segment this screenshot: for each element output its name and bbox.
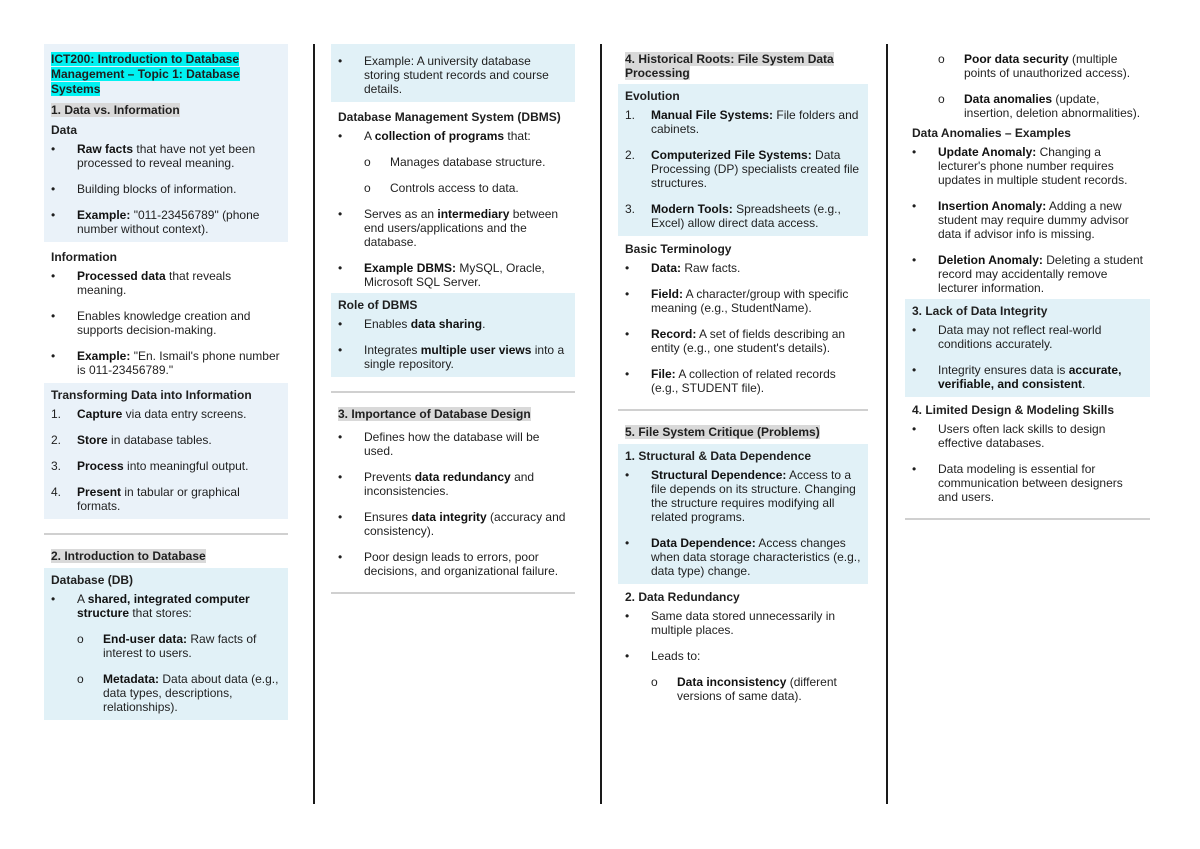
list-item: • A shared, integrated computer structure that stores: xyxy=(51,592,250,620)
list-item: • Same data stored unnecessarily in multiple places. xyxy=(625,609,836,637)
list-item: • Record: A set of fields describing an entity (e.g., one student's details). xyxy=(625,327,846,355)
dbms-heading: Database Management System (DBMS) xyxy=(338,110,561,124)
list-item: • Update Anomaly: Changing a lecturer's phone number requires updates in multiple student records. xyxy=(912,145,1128,187)
column-divider xyxy=(600,44,602,804)
list-item: • Prevents data redundancy and inconsistencies. xyxy=(338,470,535,498)
sub-list-item: o Poor data security (multiple points of unauthorized access). xyxy=(938,52,1131,80)
dbms-block xyxy=(331,102,575,289)
list-item: • Raw facts that have not yet been processed to reveal meaning. xyxy=(51,142,256,170)
list-item: • Integrates multiple user views into a single repository. xyxy=(338,343,565,371)
list-item: • Users often lack skills to design effective databases. xyxy=(912,422,1106,450)
list-item: • A collection of programs that: xyxy=(338,129,531,143)
list-item: • Data Dependence: Access changes when data storage characteristics (e.g., data type) change. xyxy=(625,536,861,578)
dependence-block xyxy=(618,444,868,584)
list-item: • Enables knowledge creation and supports decision-making. xyxy=(51,309,251,337)
list-item: 2. Store in database tables. xyxy=(51,433,212,447)
section-1-heading: 1. Data vs. Information xyxy=(51,103,180,117)
data-heading: Data xyxy=(51,123,78,137)
list-item: • Poor design leads to errors, poor decisions, and organizational failure. xyxy=(338,550,559,578)
column-3 xyxy=(618,44,868,703)
list-item: • Leads to: xyxy=(625,649,701,663)
sub-list-item: o End-user data: Raw facts of interest to users. xyxy=(77,632,257,660)
information-block xyxy=(44,242,288,377)
list-item: • Processed data that reveals meaning. xyxy=(51,269,232,297)
list-item: 1. Manual File Systems: File folders and cabinets. xyxy=(625,108,859,136)
list-item: • Data may not reflect real-world conditions accurately. xyxy=(912,323,1102,351)
list-item: • Data: Raw facts. xyxy=(625,261,741,275)
document-title: ICT200: Introduction to Database Management – Topic 1: Database Systems xyxy=(51,52,240,96)
dependence-heading: 1. Structural & Data Dependence xyxy=(625,449,812,463)
design-block xyxy=(331,426,575,578)
transform-heading: Transforming Data into Information xyxy=(51,388,252,402)
database-heading: Database (DB) xyxy=(51,573,134,587)
skills-heading: 4. Limited Design & Modeling Skills xyxy=(912,403,1115,417)
list-item: • Defines how the database will be used. xyxy=(338,430,540,458)
role-heading: Role of DBMS xyxy=(338,298,418,312)
sub-list-item: o Data anomalies (update, insertion, deletion abnormalities). xyxy=(938,92,1141,120)
list-item: • Field: A character/group with specific meaning (e.g., StudentName). xyxy=(625,287,849,315)
list-item: 2. Computerized File Systems: Data Processing (DP) specialists created file structures. xyxy=(625,148,860,190)
section-5-heading: 5. File System Critique (Problems) xyxy=(625,425,820,439)
list-item: • Building blocks of information. xyxy=(51,182,237,196)
title-block xyxy=(44,44,288,117)
transform-block xyxy=(44,383,288,519)
list-item: • Example: "En. Ismail's phone number is 011-23456789." xyxy=(51,349,280,377)
evolution-heading: Evolution xyxy=(625,89,680,103)
divider xyxy=(331,592,575,594)
information-heading: Information xyxy=(51,250,117,264)
evolution-block xyxy=(618,84,868,236)
column-4 xyxy=(905,44,1150,534)
section-2-heading: 2. Introduction to Database xyxy=(51,549,206,563)
list-item: • Enables data sharing. xyxy=(338,317,486,331)
skills-block xyxy=(905,397,1150,504)
list-item: 3. Process into meaningful output. xyxy=(51,459,249,473)
column-1 xyxy=(44,44,288,720)
list-item: 4. Present in tabular or graphical formats. xyxy=(51,485,240,513)
divider xyxy=(44,533,288,535)
list-item: • Data modeling is essential for communication between designers and users. xyxy=(912,462,1123,504)
sub-list-item: o Controls access to data. xyxy=(364,181,519,195)
list-item: • Example: "011-23456789" (phone number without context). xyxy=(51,208,260,236)
example-block xyxy=(331,44,575,102)
list-item: 3. Modern Tools: Spreadsheets (e.g., Excel) allow direct data access. xyxy=(625,202,841,230)
integrity-heading: 3. Lack of Data Integrity xyxy=(912,304,1048,318)
list-item: • Ensures data integrity (accuracy and consistency). xyxy=(338,510,566,538)
list-item: • Serves as an intermediary between end users/applications and the database. xyxy=(338,207,559,249)
sub-list-item: o Data inconsistency (different versions of same data). xyxy=(651,675,837,703)
column-divider xyxy=(886,44,888,804)
divider xyxy=(905,518,1150,520)
redundancy-heading: 2. Data Redundancy xyxy=(625,590,740,604)
column-divider xyxy=(313,44,315,804)
terminology-heading: Basic Terminology xyxy=(625,242,732,256)
list-item: • Example DBMS: MySQL, Oracle, Microsoft SQL Server. xyxy=(338,261,545,289)
list-item: • Insertion Anomaly: Adding a new student may require dummy advisor data if advisor info is missing. xyxy=(912,199,1129,241)
sub-list-item: o Manages database structure. xyxy=(364,155,546,169)
divider xyxy=(331,391,575,393)
list-item: • Integrity ensures data is accurate, verifiable, and consistent. xyxy=(912,363,1122,391)
list-item: • Deletion Anomaly: Deleting a student record may accidentally remove lecturer information. xyxy=(912,253,1143,295)
database-block xyxy=(44,568,288,720)
list-item: 1. Capture via data entry screens. xyxy=(51,407,247,421)
list-item: • File: A collection of related records (e.g., STUDENT file). xyxy=(625,367,836,395)
redundancy-block xyxy=(618,584,868,703)
column-2 xyxy=(331,44,575,608)
anomalies-heading: Data Anomalies – Examples xyxy=(912,126,1071,140)
divider xyxy=(618,409,868,411)
redundancy-continued xyxy=(905,44,1150,295)
data-block xyxy=(44,117,288,242)
role-block xyxy=(331,293,575,377)
list-item: • Example: A university database storing student records and course details. xyxy=(338,54,549,96)
terminology-block xyxy=(618,236,868,395)
section-3-heading: 3. Importance of Database Design xyxy=(338,407,531,421)
sub-list-item: o Metadata: Data about data (e.g., data types, descriptions, relationships). xyxy=(77,672,279,714)
integrity-block xyxy=(905,299,1150,397)
list-item: • Structural Dependence: Access to a file depends on its structure. Changing the structure requires modifying all related programs. xyxy=(625,468,856,524)
section-4-heading: 4. Historical Roots: File System Data Processing xyxy=(625,52,834,80)
